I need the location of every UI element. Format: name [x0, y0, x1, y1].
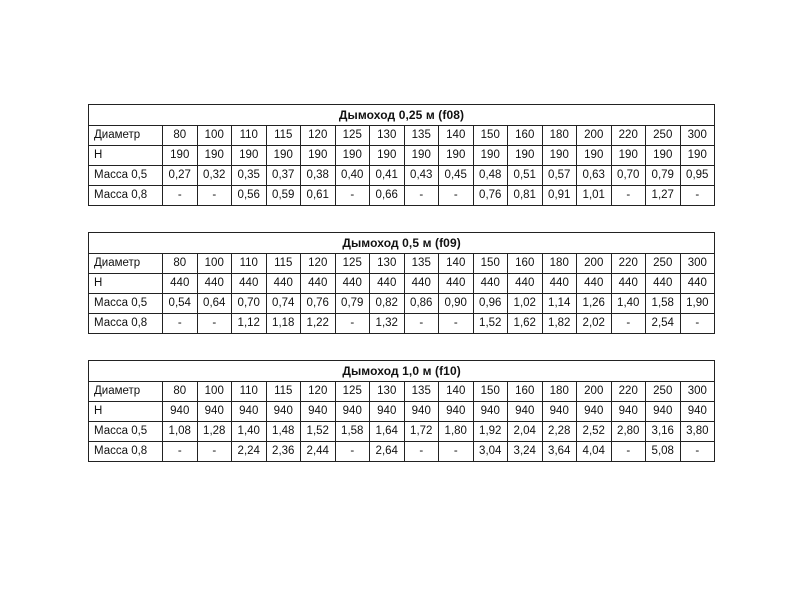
diameter-header-cell: 100 — [197, 382, 232, 402]
data-cell: 0,63 — [577, 166, 612, 186]
spec-table — [88, 104, 715, 206]
data-cell: - — [439, 314, 474, 334]
data-cell: 1,72 — [404, 422, 439, 442]
data-cell: 940 — [163, 402, 198, 422]
table-caption-row — [89, 105, 715, 126]
data-cell: 940 — [335, 402, 370, 422]
data-cell: 440 — [577, 274, 612, 294]
data-cell: 2,54 — [646, 314, 681, 334]
data-cell: 0,38 — [301, 166, 336, 186]
data-cell: 1,52 — [473, 314, 508, 334]
data-cell: - — [680, 186, 715, 206]
data-cell: 440 — [439, 274, 474, 294]
data-cell: 440 — [542, 274, 577, 294]
data-cell: 1,52 — [301, 422, 336, 442]
data-cell: 1,32 — [370, 314, 405, 334]
diameter-header-cell: 200 — [577, 126, 612, 146]
data-cell: 190 — [301, 146, 336, 166]
data-cell: 0,59 — [266, 186, 301, 206]
data-cell: 2,44 — [301, 442, 336, 462]
data-cell: 1,80 — [439, 422, 474, 442]
diameter-header-cell: 110 — [232, 382, 267, 402]
diameter-header-cell: 180 — [542, 126, 577, 146]
data-cell: 1,48 — [266, 422, 301, 442]
data-cell: 1,01 — [577, 186, 612, 206]
data-cell: - — [680, 314, 715, 334]
data-cell: 0,35 — [232, 166, 267, 186]
table-row — [89, 402, 715, 422]
table-caption-row — [89, 361, 715, 382]
data-cell: 2,36 — [266, 442, 301, 462]
data-cell: 1,58 — [646, 294, 681, 314]
table-row — [89, 166, 715, 186]
data-cell: 1,12 — [232, 314, 267, 334]
data-cell: 0,76 — [473, 186, 508, 206]
data-cell: - — [335, 314, 370, 334]
diameter-header-cell: 140 — [439, 254, 474, 274]
data-cell: 1,62 — [508, 314, 543, 334]
data-cell: 440 — [163, 274, 198, 294]
diameter-header-cell: 220 — [611, 254, 646, 274]
data-cell: 3,16 — [646, 422, 681, 442]
diameter-header-cell: 130 — [370, 382, 405, 402]
row-label: Масса 0,5 — [89, 422, 163, 442]
data-cell: - — [680, 442, 715, 462]
diameter-header-cell: 115 — [266, 254, 301, 274]
data-cell: 4,04 — [577, 442, 612, 462]
data-cell: 1,27 — [646, 186, 681, 206]
data-cell: 440 — [197, 274, 232, 294]
table-row — [89, 186, 715, 206]
data-cell: 1,02 — [508, 294, 543, 314]
diameter-header-cell: 135 — [404, 382, 439, 402]
data-cell: 0,74 — [266, 294, 301, 314]
table-row — [89, 314, 715, 334]
data-cell: 1,92 — [473, 422, 508, 442]
data-cell: - — [611, 186, 646, 206]
data-cell: 0,43 — [404, 166, 439, 186]
diameter-header-cell: 300 — [680, 254, 715, 274]
data-cell: 0,66 — [370, 186, 405, 206]
diameter-header-cell: 200 — [577, 382, 612, 402]
data-cell: - — [197, 314, 232, 334]
data-cell: 940 — [232, 402, 267, 422]
data-cell: 0,48 — [473, 166, 508, 186]
table-header-row — [89, 382, 715, 402]
data-cell: 940 — [577, 402, 612, 422]
row-label: Масса 0,5 — [89, 294, 163, 314]
table-caption: Дымоход 0,25 м (f08) — [89, 105, 715, 126]
diameter-header-cell: 125 — [335, 254, 370, 274]
data-cell: 2,04 — [508, 422, 543, 442]
row-label: Масса 0,8 — [89, 314, 163, 334]
data-cell: 1,22 — [301, 314, 336, 334]
data-cell: 0,37 — [266, 166, 301, 186]
data-cell: 1,58 — [335, 422, 370, 442]
table-caption-row — [89, 233, 715, 254]
row-label: Масса 0,5 — [89, 166, 163, 186]
data-cell: 0,76 — [301, 294, 336, 314]
row-label: H — [89, 274, 163, 294]
data-cell: 440 — [508, 274, 543, 294]
diameter-header-cell: 140 — [439, 382, 474, 402]
diameter-header-cell: 160 — [508, 382, 543, 402]
column-header-diameter: Диаметр — [89, 254, 163, 274]
data-cell: 440 — [611, 274, 646, 294]
diameter-header-cell: 115 — [266, 382, 301, 402]
data-cell: 1,40 — [611, 294, 646, 314]
diameter-header-cell: 130 — [370, 254, 405, 274]
data-cell: - — [197, 442, 232, 462]
data-cell: 1,18 — [266, 314, 301, 334]
data-cell: - — [611, 442, 646, 462]
data-cell: 1,26 — [577, 294, 612, 314]
data-cell: 0,40 — [335, 166, 370, 186]
data-cell: - — [163, 186, 198, 206]
data-cell: 0,64 — [197, 294, 232, 314]
row-label: H — [89, 146, 163, 166]
column-header-diameter: Диаметр — [89, 126, 163, 146]
data-cell: 940 — [439, 402, 474, 422]
diameter-header-cell: 110 — [232, 254, 267, 274]
diameter-header-cell: 250 — [646, 254, 681, 274]
data-cell: - — [439, 186, 474, 206]
data-cell: 440 — [266, 274, 301, 294]
data-cell: - — [404, 186, 439, 206]
data-cell: 0,70 — [611, 166, 646, 186]
data-cell: 190 — [508, 146, 543, 166]
data-cell: - — [335, 442, 370, 462]
row-label: Масса 0,8 — [89, 442, 163, 462]
data-cell: 190 — [611, 146, 646, 166]
data-cell: 3,04 — [473, 442, 508, 462]
data-cell: 940 — [542, 402, 577, 422]
spec-table — [88, 360, 715, 462]
spec-tables-container — [88, 104, 714, 462]
data-cell: 440 — [232, 274, 267, 294]
table-row — [89, 274, 715, 294]
diameter-header-cell: 250 — [646, 126, 681, 146]
data-cell: 0,96 — [473, 294, 508, 314]
table-caption: Дымоход 0,5 м (f09) — [89, 233, 715, 254]
table-row — [89, 294, 715, 314]
data-cell: 3,24 — [508, 442, 543, 462]
data-cell: 440 — [335, 274, 370, 294]
data-cell: 190 — [646, 146, 681, 166]
data-cell: 190 — [404, 146, 439, 166]
diameter-header-cell: 80 — [163, 382, 198, 402]
table-row — [89, 442, 715, 462]
data-cell: 2,64 — [370, 442, 405, 462]
diameter-header-cell: 120 — [301, 382, 336, 402]
data-cell: 190 — [163, 146, 198, 166]
diameter-header-cell: 220 — [611, 382, 646, 402]
diameter-header-cell: 135 — [404, 126, 439, 146]
diameter-header-cell: 80 — [163, 254, 198, 274]
data-cell: 5,08 — [646, 442, 681, 462]
data-cell: - — [163, 314, 198, 334]
diameter-header-cell: 300 — [680, 126, 715, 146]
data-cell: 940 — [473, 402, 508, 422]
diameter-header-cell: 120 — [301, 126, 336, 146]
data-cell: 940 — [197, 402, 232, 422]
data-cell: 1,28 — [197, 422, 232, 442]
data-cell: 0,82 — [370, 294, 405, 314]
diameter-header-cell: 130 — [370, 126, 405, 146]
data-cell: 0,51 — [508, 166, 543, 186]
diameter-header-cell: 125 — [335, 126, 370, 146]
data-cell: 0,95 — [680, 166, 715, 186]
diameter-header-cell: 135 — [404, 254, 439, 274]
data-cell: 3,64 — [542, 442, 577, 462]
data-cell: 440 — [301, 274, 336, 294]
data-cell: 440 — [404, 274, 439, 294]
data-cell: 0,90 — [439, 294, 474, 314]
data-cell: 2,28 — [542, 422, 577, 442]
diameter-header-cell: 140 — [439, 126, 474, 146]
diameter-header-cell: 120 — [301, 254, 336, 274]
data-cell: 0,57 — [542, 166, 577, 186]
data-cell: 440 — [473, 274, 508, 294]
data-cell: 1,14 — [542, 294, 577, 314]
data-cell: 2,52 — [577, 422, 612, 442]
data-cell: 0,91 — [542, 186, 577, 206]
diameter-header-cell: 80 — [163, 126, 198, 146]
data-cell: 940 — [370, 402, 405, 422]
data-cell: 190 — [439, 146, 474, 166]
data-cell: 0,79 — [646, 166, 681, 186]
diameter-header-cell: 110 — [232, 126, 267, 146]
data-cell: 1,90 — [680, 294, 715, 314]
data-cell: - — [163, 442, 198, 462]
data-cell: - — [335, 186, 370, 206]
diameter-header-cell: 200 — [577, 254, 612, 274]
data-cell: 190 — [370, 146, 405, 166]
diameter-header-cell: 250 — [646, 382, 681, 402]
row-label: H — [89, 402, 163, 422]
table-header-row — [89, 126, 715, 146]
data-cell: 2,24 — [232, 442, 267, 462]
data-cell: 2,02 — [577, 314, 612, 334]
diameter-header-cell: 150 — [473, 254, 508, 274]
data-cell: 190 — [542, 146, 577, 166]
data-cell: 0,32 — [197, 166, 232, 186]
data-cell: 440 — [370, 274, 405, 294]
data-cell: 0,81 — [508, 186, 543, 206]
diameter-header-cell: 150 — [473, 382, 508, 402]
spec-table — [88, 232, 715, 334]
data-cell: 3,80 — [680, 422, 715, 442]
data-cell: 940 — [404, 402, 439, 422]
data-cell: 0,27 — [163, 166, 198, 186]
data-cell: 940 — [646, 402, 681, 422]
diameter-header-cell: 160 — [508, 126, 543, 146]
data-cell: 1,64 — [370, 422, 405, 442]
data-cell: 0,86 — [404, 294, 439, 314]
data-cell: - — [197, 186, 232, 206]
table-row — [89, 146, 715, 166]
data-cell: 940 — [266, 402, 301, 422]
diameter-header-cell: 220 — [611, 126, 646, 146]
data-cell: 0,56 — [232, 186, 267, 206]
diameter-header-cell: 100 — [197, 254, 232, 274]
data-cell: 0,70 — [232, 294, 267, 314]
diameter-header-cell: 300 — [680, 382, 715, 402]
table-header-row — [89, 254, 715, 274]
data-cell: - — [404, 442, 439, 462]
data-cell: - — [439, 442, 474, 462]
data-cell: 0,45 — [439, 166, 474, 186]
diameter-header-cell: 115 — [266, 126, 301, 146]
data-cell: 940 — [680, 402, 715, 422]
data-cell: 190 — [197, 146, 232, 166]
diameter-header-cell: 160 — [508, 254, 543, 274]
data-cell: 0,54 — [163, 294, 198, 314]
data-cell: 190 — [232, 146, 267, 166]
data-cell: - — [404, 314, 439, 334]
column-header-diameter: Диаметр — [89, 382, 163, 402]
data-cell: 190 — [266, 146, 301, 166]
data-cell: 0,41 — [370, 166, 405, 186]
row-label: Масса 0,8 — [89, 186, 163, 206]
data-cell: 440 — [646, 274, 681, 294]
data-cell: - — [611, 314, 646, 334]
diameter-header-cell: 100 — [197, 126, 232, 146]
data-cell: 1,82 — [542, 314, 577, 334]
data-cell: 0,79 — [335, 294, 370, 314]
table-row — [89, 422, 715, 442]
data-cell: 0,61 — [301, 186, 336, 206]
diameter-header-cell: 180 — [542, 254, 577, 274]
data-cell: 940 — [611, 402, 646, 422]
diameter-header-cell: 180 — [542, 382, 577, 402]
data-cell: 190 — [473, 146, 508, 166]
data-cell: 1,08 — [163, 422, 198, 442]
table-caption: Дымоход 1,0 м (f10) — [89, 361, 715, 382]
data-cell: 2,80 — [611, 422, 646, 442]
data-cell: 190 — [680, 146, 715, 166]
diameter-header-cell: 150 — [473, 126, 508, 146]
diameter-header-cell: 125 — [335, 382, 370, 402]
data-cell: 940 — [508, 402, 543, 422]
data-cell: 190 — [577, 146, 612, 166]
data-cell: 1,40 — [232, 422, 267, 442]
data-cell: 940 — [301, 402, 336, 422]
data-cell: 440 — [680, 274, 715, 294]
data-cell: 190 — [335, 146, 370, 166]
